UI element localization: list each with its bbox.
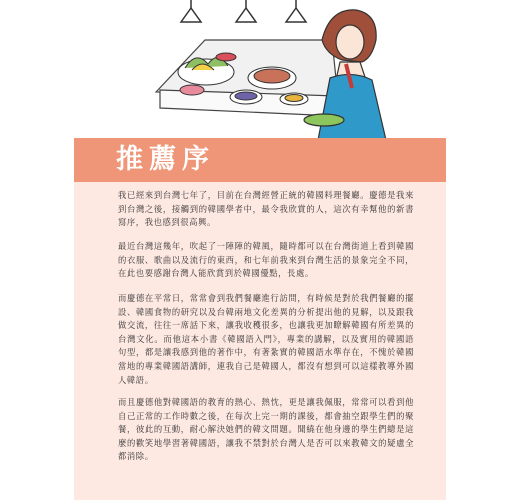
header-illustration — [0, 0, 520, 140]
preface-banner — [74, 138, 446, 182]
pendant-lamps — [181, 0, 306, 22]
paragraph-3: 而慶德在平常日，常常會到我們餐廳進行訪問，有時候是對於我們餐廳的擺設、韓國食物的研究以及台韓兩地文化差異的分析提出他的見解，以及跟我做交流，往往一席話下來，讓我收穫很多，也讓我更加瞭解韓國有所差異的台灣文化。而他這本小書《韓國語入門》，專業的講解，以及實用的韓國語句型，都是讓我感到他的著作中，有著紮實的韓國語水準存在，不愧於韓國當地的專業韓國語講師，連我自己是韓國人，都沒有想到可以這樣教導外國人韓語。 — [118, 293, 414, 385]
banner-title: 推薦序 — [116, 144, 215, 175]
paragraph-1: 我已經來到台灣七年了，目前在台灣經營正統的韓國料理餐廳。慶德是我來到台灣之後，接觸到的韓國學者中，最令我欣賞的人，這次有幸幫他的新書寫序，我也感到很高興。 — [118, 190, 414, 228]
paragraph-4: 而且慶德他對韓國語的教育的熱心、熱忱，更是讓我佩服，常常可以看到他自己正常的工作時數之後，在每次上完一期的課後，都會抽空跟學生們的聚餐，彼此的互動，耐心解決她們的韓文問題。聞繞在他身邊的學生們總是這麼的歡笑地學習著韓國語，讓我不禁對於台灣人是否可以來教韓文的疑慮全都消除。 — [118, 397, 414, 462]
preface-panel — [74, 182, 446, 500]
paragraph-2: 最近台灣這幾年，吹起了一陣陣的韓風，隨時都可以在台灣街道上看到韓國的衣服、歌曲以及流行的東西，和七年前我來到台灣生活的景象完全不同，在此也要感謝台灣人能欣賞到於韓國優點，長處。 — [118, 241, 414, 279]
